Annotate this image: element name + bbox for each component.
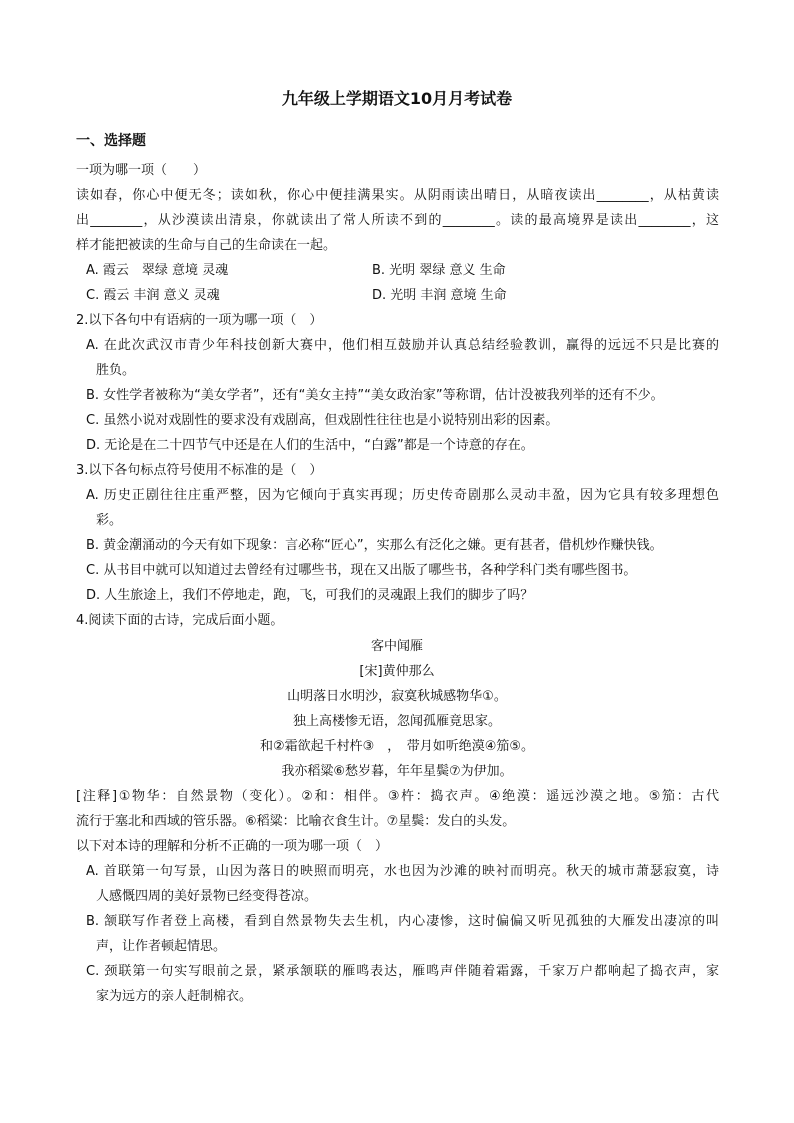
q1-option-d: D. 光明 丰润 意境 生命: [372, 288, 507, 303]
poem-line: 和②霜欲起千村杵③ ， 带月如听绝漠④笳⑤。: [259, 739, 535, 754]
q3-stem: 3.以下各句标点符号使用不标准的是（ ）: [76, 463, 323, 478]
q2-option-a: A. 在此次武汉市青少年科技创新大赛中，他们相互鼓励并认真总结经验教训，赢得的远远不只是比赛的: [86, 338, 719, 353]
q1-option-b: B. 光明 翠绿 意义 生命: [372, 263, 506, 278]
q2-option-b: B. 女性学者被称为“美女学者”，还有“美女主持”“美女政治家”等称谓，估计没被我列举的还有不少。: [86, 388, 664, 403]
q4-option-c-cont: 家为远方的亲人赶制棉衣。: [96, 989, 253, 1004]
poem-notes: [注释]①物华：自然景物（变化）。②和：相伴。③杵：捣衣声。④绝漠：遥远沙漠之地。⑤笳：古代: [76, 789, 719, 804]
q4-stem: 4.阅读下面的古诗，完成后面小题。: [76, 613, 284, 628]
q2-option-a-cont: 胜负。: [96, 363, 136, 378]
q3-option-b: B. 黄金潮涌动的今天有如下现象：言必称“匠心”，实那么有泛化之嫌。更有甚者，借机炒作赚快钱。: [86, 538, 663, 553]
q4-option-c: C. 颈联第一句实写眼前之景，紧承颔联的雁鸣表达，雁鸣声伴随着霜露，千家万户都响起了捣衣声，家: [86, 964, 719, 979]
section-heading: 一、选择题: [76, 133, 146, 149]
q1-passage-line: 出________，从沙漠读出清泉，你就读出了常人所读不到的________。读的最高境界是读出________，这: [76, 213, 719, 228]
q1-option-a: A. 霞云 翠绿 意境 灵魂: [86, 263, 229, 278]
q3-option-a-cont: 彩。: [96, 513, 123, 528]
q4-option-a-cont: 人感慨四周的美好景物已经变得苍凉。: [96, 889, 318, 904]
q1-option-c: C. 霞云 丰润 意义 灵魂: [86, 288, 220, 303]
poem-line: 独上高楼惨无语，忽闻孤雁竟思家。: [292, 714, 501, 729]
q4-option-b: B. 颔联写作者登上高楼，看到自然景物失去生机，内心凄惨，这时偏偏又听见孤独的大雁发出凄凉的叫: [86, 914, 719, 929]
poem-title: 客中闻雁: [370, 639, 423, 654]
q4-option-b-cont: 声，让作者顿起情思。: [96, 939, 227, 954]
q1-passage-line: 样才能把被读的生命与自己的生命读在一起。: [76, 238, 337, 253]
q3-option-c: C. 从书目中就可以知道过去曾经有过哪些书，现在又出版了哪些书，各种学科门类有哪些图书。: [86, 563, 637, 578]
poem-author: [宋]黄仲那么: [359, 664, 435, 679]
poem-line: 我亦稻粱⑥愁岁暮，年年星鬓⑦为伊加。: [281, 764, 513, 779]
exam-title: 九年级上学期语文10月月考试卷: [281, 89, 513, 108]
q4-sub-stem: 以下对本诗的理解和分析不正确的一项为哪一项（ ）: [76, 839, 389, 854]
q2-stem: 2.以下各句中有语病的一项为哪一项（ ）: [76, 313, 323, 328]
q1-passage-line: 读如春，你心中便无冬；读如秋，你心中便挂满果实。从阴雨读出晴日，从暗夜读出________，从枯黄读: [76, 188, 719, 203]
poem-line: 山明落日水明沙，寂寞秋城感物华①。: [287, 689, 507, 704]
q2-option-c: C. 虽然小说对戏剧性的要求没有戏剧高，但戏剧性往往也是小说特别出彩的因素。: [86, 413, 559, 428]
q3-option-a: A. 历史正剧往往庄重严整，因为它倾向于真实再现；历史传奇剧那么灵动丰盈，因为它具有较多理想色: [86, 488, 719, 503]
poem-notes-cont: 流行于塞北和西域的管乐器。⑥稻粱：比喻衣食生计。⑦星鬓：发白的头发。: [76, 814, 516, 829]
q4-option-a: A. 首联第一句写景，山因为落日的映照而明亮，水也因为沙滩的映衬而明亮。秋天的城市萧瑟寂寞，诗: [86, 864, 719, 879]
q2-option-d: D. 无论是在二十四节气中还是在人们的生活中，“白露”都是一个诗意的存在。: [86, 438, 534, 453]
q3-option-d: D. 人生旅途上，我们不停地走，跑，飞，可我们的灵魂跟上我们的脚步了吗？: [86, 588, 534, 603]
q1-stem: 一项为哪一项（ ）: [76, 163, 207, 178]
